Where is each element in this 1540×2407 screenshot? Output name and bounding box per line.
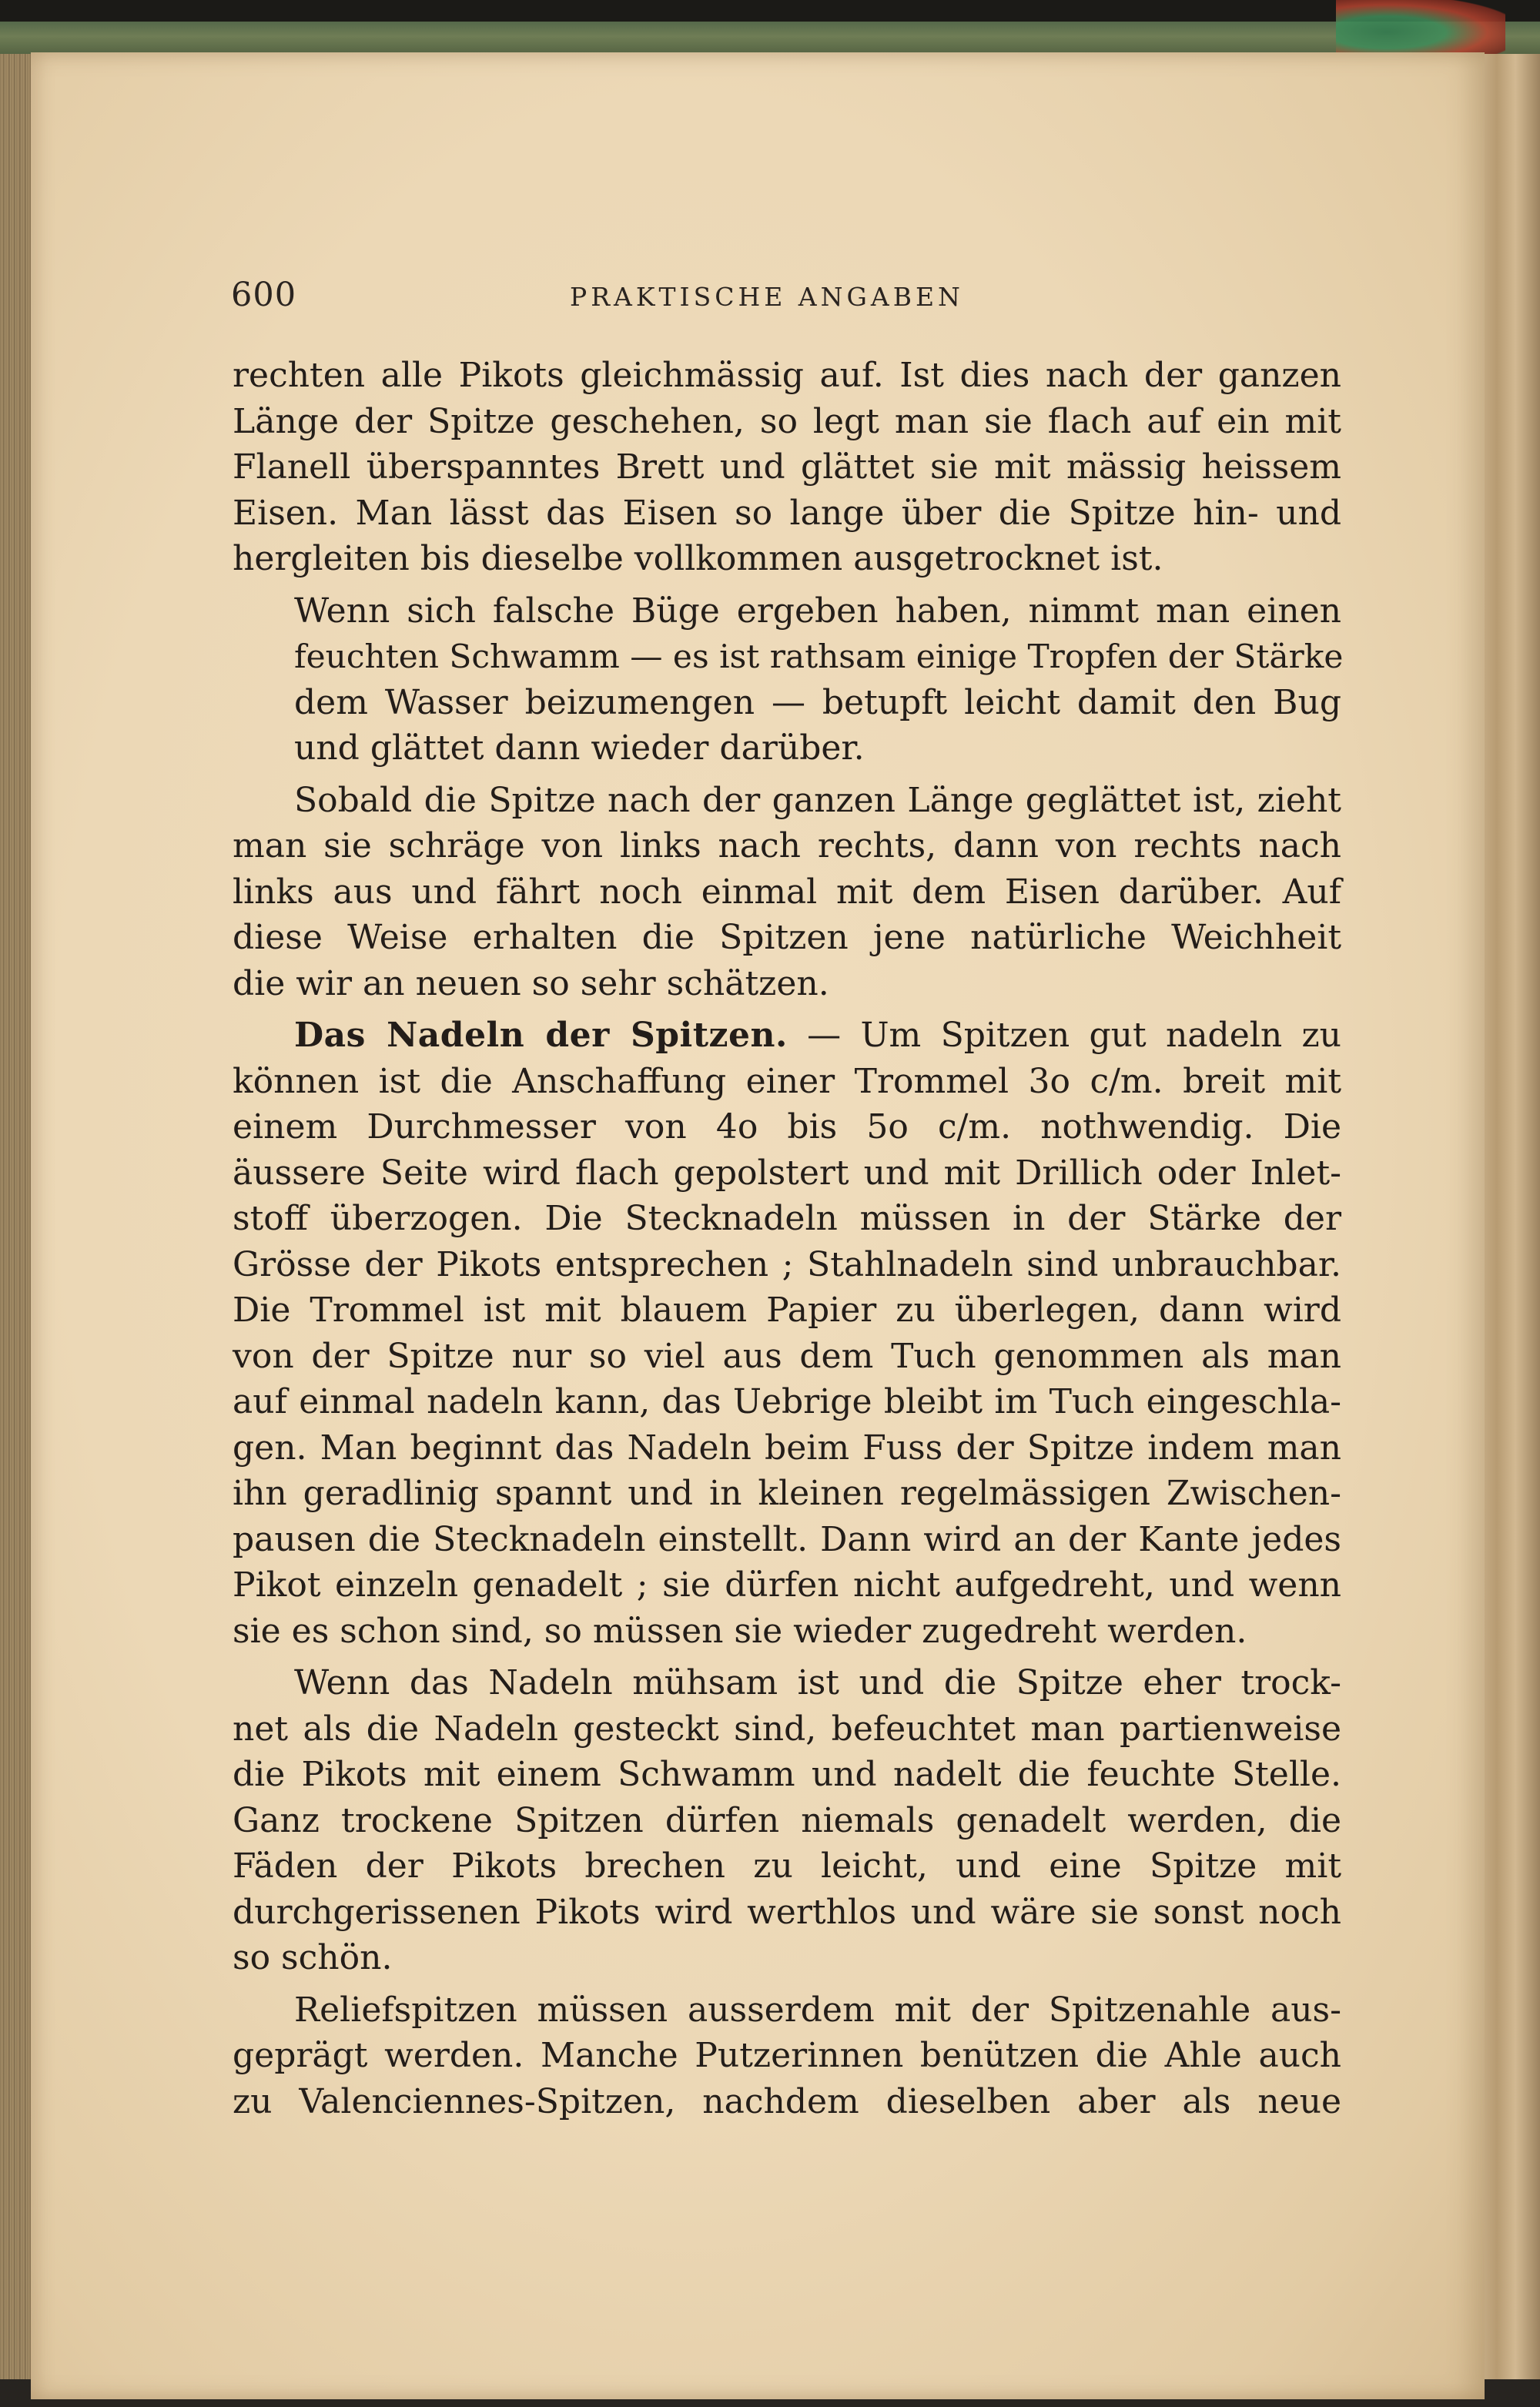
text-line: Fäden der Pikots brechen zu leicht, und eine Spitze mit — [233, 1846, 1341, 1886]
paragraph — [233, 353, 1341, 582]
text-line: Eisen. Man lässt das Eisen so lange über die Spitze hin- und — [233, 493, 1341, 533]
text-line: von der Spitze nur so viel aus dem Tuch genommen als man — [233, 1336, 1341, 1376]
text-line: einem Durchmesser von 4o bis 5o c/m. nothwendig. Die — [233, 1107, 1341, 1147]
paragraph — [233, 1987, 1341, 2125]
page-stack-right — [1478, 54, 1540, 2407]
text-line: so schön. — [233, 1938, 393, 1977]
text-line: Grösse der Pikots entsprechen ; Stahlnadeln sind unbrauchbar. — [233, 1244, 1341, 1284]
text-line: und glättet dann wieder darüber. — [294, 728, 865, 768]
text-line: pausen die Stecknadeln einstellt. Dann wird an der Kante jedes — [233, 1519, 1341, 1559]
text-line: auf einmal nadeln kann, das Uebrige bleibt im Tuch eingeschla- — [233, 1382, 1341, 1421]
paragraph — [233, 1660, 1341, 1981]
text-line: rechten alle Pikots gleichmässig auf. Ist dies nach der ganzen — [233, 356, 1341, 395]
text-line: die wir an neuen so sehr schätzen. — [233, 963, 829, 1003]
text-line: hergleiten bis dieselbe vollkommen ausgetrocknet ist. — [233, 539, 1163, 578]
body-text — [233, 353, 1344, 2131]
text-line: links aus und fährt noch einmal mit dem Eisen darüber. Auf — [233, 872, 1341, 912]
paragraph — [233, 778, 1341, 1007]
text-line: Flanell überspanntes Brett und glättet sie mit mässig heissem — [233, 447, 1341, 487]
ribbon-bookmark — [1336, 0, 1505, 54]
text-line: gen. Man beginnt das Nadeln beim Fuss der Spitze indem man — [233, 1428, 1341, 1468]
text-line: zu Valenciennes-Spitzen, nachdem dieselben aber als neue — [233, 2081, 1341, 2121]
page-header — [231, 276, 1348, 322]
text-line: sie es schon sind, so müssen sie wieder zugedreht werden. — [233, 1611, 1247, 1651]
text-line: man sie schräge von links nach rechts, dann von rechts nach — [233, 826, 1341, 865]
text-line: Pikot einzeln genadelt ; sie dürfen nicht aufgedreht, und wenn — [233, 1565, 1341, 1605]
text-line — [233, 1013, 1341, 1059]
lead-line-rest: — Um Spitzen gut nadeln zu — [787, 1016, 1341, 1055]
text-line: ihn geradlinig spannt und in kleinen regelmässigen Zwischen- — [233, 1474, 1341, 1513]
text-line: diese Weise erhalten die Spitzen jene natürliche Weichheit — [233, 918, 1341, 957]
text-line: äussere Seite wird flach gepolstert und mit Drillich oder Inlet- — [233, 1153, 1341, 1193]
text-line: net als die Nadeln gesteckt sind, befeuchtet man partienweise — [233, 1709, 1341, 1749]
paragraph — [233, 1013, 1341, 1654]
page-number: 600 — [231, 276, 297, 314]
text-line: Sobald die Spitze nach der ganzen Länge geglättet ist, zieht — [294, 780, 1341, 820]
text-line: Ganz trockene Spitzen dürfen niemals genadelt werden, die — [233, 1800, 1341, 1840]
text-line: durchgerissenen Pikots wird werthlos und wäre sie sonst noch — [233, 1892, 1341, 1932]
text-line: Reliefspitzen müssen ausserdem mit der Spitzenahle aus- — [294, 1990, 1341, 2030]
text-line: feuchten Schwamm — es ist rathsam einige Tropfen der Stärke — [294, 638, 1344, 675]
running-title: PRAKTISCHE ANGABEN — [570, 282, 964, 312]
text-line: stoff überzogen. Die Stecknadeln müssen in der Stärke der — [233, 1199, 1341, 1238]
text-line: Länge der Spitze geschehen, so legt man sie flach auf ein mit — [233, 401, 1341, 441]
text-line: können ist die Anschaffung einer Trommel 3o c/m. breit mit — [233, 1061, 1341, 1101]
text-line: Wenn sich falsche Büge ergeben haben, nimmt man einen — [294, 591, 1341, 631]
text-line: Die Trommel ist mit blauem Papier zu überlegen, dann wird — [233, 1291, 1341, 1330]
text-line: geprägt werden. Manche Putzerinnen benützen die Ahle auch — [233, 2036, 1341, 2075]
paragraph — [233, 588, 1344, 772]
text-line: Wenn das Nadeln mühsam ist und die Spitze eher trock- — [294, 1663, 1341, 1702]
text-line: die Pikots mit einem Schwamm und nadelt die feuchte Stelle. — [233, 1755, 1341, 1794]
section-lead: Das Nadeln der Spitzen. — [294, 1016, 788, 1055]
text-line: dem Wasser beizumengen — betupft leicht damit den Bug — [294, 682, 1341, 722]
